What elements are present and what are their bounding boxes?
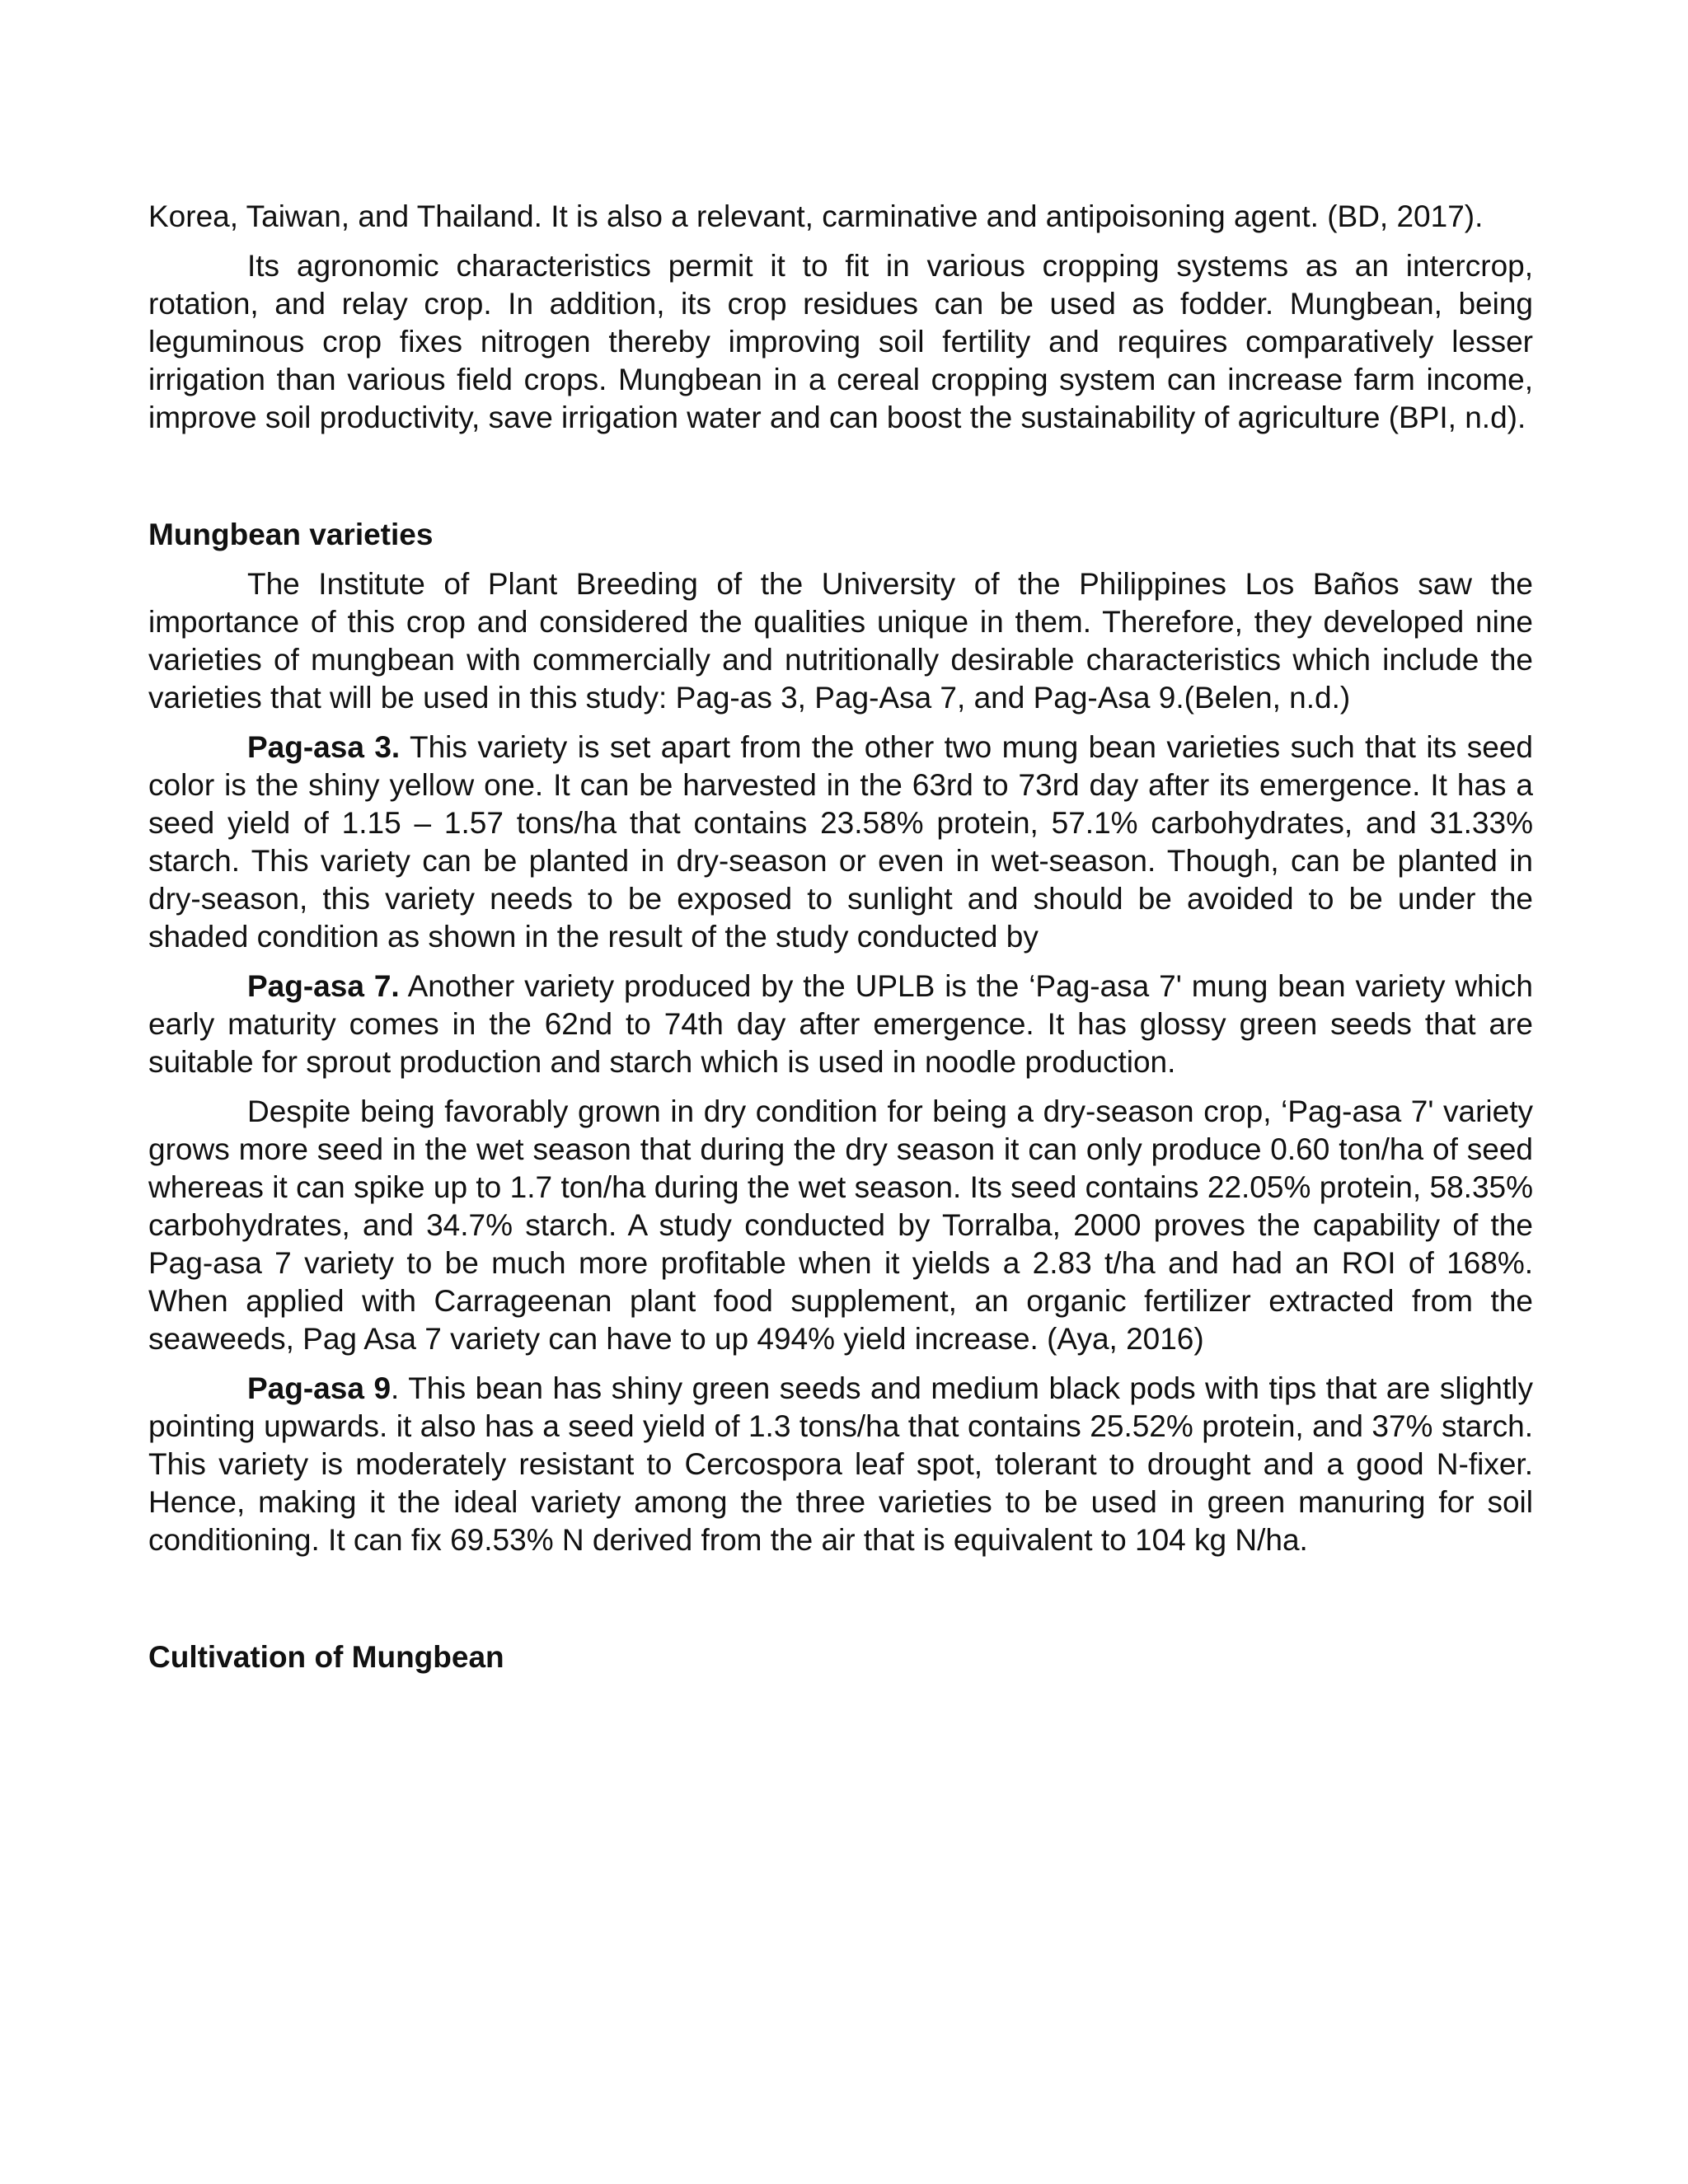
pag-asa-7-body: Another variety produced by the UPLB is the ‘Pag-asa 7' mung bean variety which early maturity comes in the 62nd to 74th day after emergence. It has glossy green seeds that are suitable for sprout production and starch which is used in noodle production. <box>148 969 1533 1079</box>
pag-asa-9-lead: Pag-asa 9 <box>247 1371 392 1405</box>
paragraph-pag-asa-7-yield: Despite being favorably grown in dry condition for being a dry-season crop, ‘Pag-asa 7' variety grows more seed in the wet season that during the dry season it can only produce 0.60 ton/ha of seed whereas it can spike up to 1.7 ton/ha during the wet season. Its seed contains 22.05% protein, 58.35% carbohydrates, and 34.7% starch. A study conducted by Torralba, 2000 proves the capability of the Pag-asa 7 variety to be much more profitable when it yields a 2.83 t/ha and had an ROI of 168%. When applied with Carrageenan plant food supplement, an organic fertilizer extracted from the seaweeds, Pag Asa 7 variety can have to up 494% yield increase. (Aya, 2016) <box>148 1094 1533 1356</box>
paragraph-intro-continuation: Korea, Taiwan, and Thailand. It is also a relevant, carminative and antipoisoning agent. (BD, 2017). <box>148 199 1484 233</box>
pag-asa-3-lead: Pag-asa 3. <box>247 730 401 764</box>
paragraph-agronomic-characteristics: Its agronomic characteristics permit it to fit in various cropping systems as an intercrop, rotation, and relay crop. In addition, its crop residues can be used as fodder. Mungbean, being leguminous crop fixes nitrogen thereby improving soil fertility and requires comparatively lesser irrigation than various field crops. Mungbean in a cereal cropping system can increase farm income, improve soil productivity, save irrigation water and can boost the sustainability of agriculture (BPI, n.d). <box>148 249 1533 434</box>
document-page <box>148 198 1533 1676</box>
paragraph-ipb-varieties: The Institute of Plant Breeding of the University of the Philippines Los Baños saw the importance of this crop and considered the qualities unique in them. Therefore, they developed nine varieties of mungbean with commercially and nutritionally desirable characteristics which include the varieties that will be used in this study: Pag-as 3, Pag-Asa 7, and Pag-Asa 9.(Belen, n.d.) <box>148 567 1533 715</box>
pag-asa-3-body: This variety is set apart from the other two mung bean varieties such that its seed color is the shiny yellow one. It can be harvested in the 63rd to 73rd day after its emergence. It has a seed yield of 1.15 – 1.57 tons/ha that contains 23.58% protein, 57.1% carbohydrates, and 31.33% starch. This variety can be planted in dry-season or even in wet-season. Though, can be planted in dry-season, this variety needs to be exposed to sunlight and should be avoided to be under the shaded condition as shown in the result of the study conducted by <box>148 730 1533 954</box>
heading-cultivation-of-mungbean: Cultivation of Mungbean <box>148 1640 504 1674</box>
pag-asa-9-body: . This bean has shiny green seeds and medium black pods with tips that are slightly pointing upwards. it also has a seed yield of 1.3 tons/ha that contains 25.52% protein, and 37% starch. This variety is moderately resistant to Cercospora leaf spot, tolerant to drought and a good N-fixer. Hence, making it the ideal variety among the three varieties to be used in green manuring for soil conditioning. It can fix 69.53% N derived from the air that is equivalent to 104 kg N/ha. <box>148 1371 1533 1557</box>
paragraph-pag-asa-3 <box>148 729 1533 956</box>
paragraph-pag-asa-7 <box>148 968 1533 1081</box>
paragraph-pag-asa-9 <box>148 1370 1533 1559</box>
heading-mungbean-varieties: Mungbean varieties <box>148 518 434 551</box>
pag-asa-7-lead: Pag-asa 7. <box>247 969 400 1003</box>
